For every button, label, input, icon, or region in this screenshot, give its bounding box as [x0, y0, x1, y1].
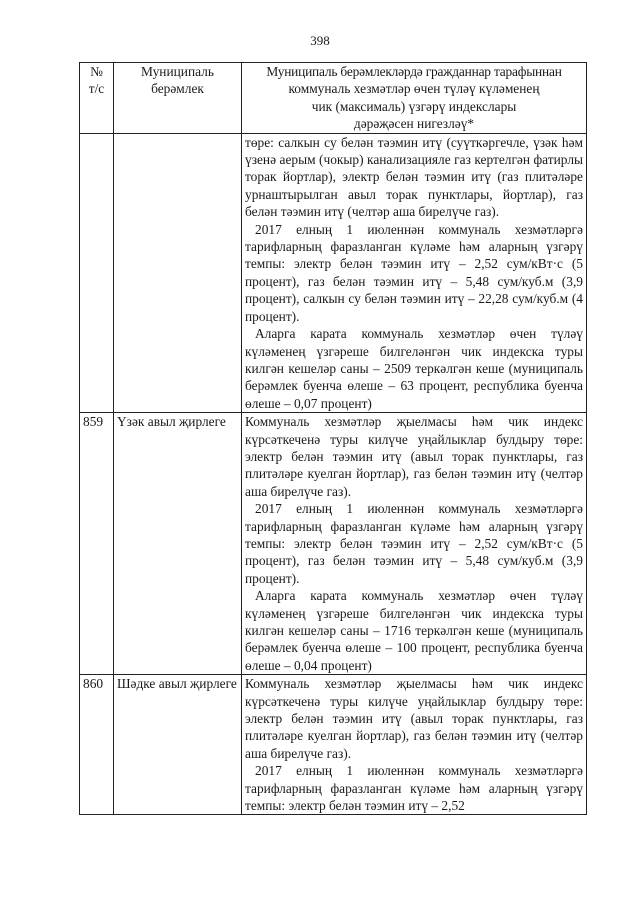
- basis-paragraph: 2017 елның 1 июленнән коммуналь хезмәтләргә тарифларның фаразланган күләме һәм аларның үзгәрү темпы: электр белән тәэмин итү – 2,52: [245, 763, 583, 814]
- row-basis: [242, 133, 587, 413]
- row-basis: [242, 413, 587, 675]
- table-row: [80, 675, 587, 815]
- header-municipality-line: берәмлек: [151, 81, 204, 97]
- basis-paragraph: Коммуналь хезмәтләр җыелмасы һәм чик индекс күрсәткеченә туры килүче уңайлыклар булдыру төре: электр белән тәэмин итү (авыл торак пунктлары, газ плитәләре куелган йортлар), газ белән тәэмин итү (челтәр аша бирелүче газ).: [245, 414, 583, 499]
- header-municipality: [114, 63, 242, 134]
- row-basis: [242, 675, 587, 815]
- header-basis-line: коммуналь хезмәтләр өчен түләү күләменең: [288, 81, 540, 97]
- table-header-row: [80, 63, 587, 134]
- header-basis: [242, 63, 587, 134]
- header-basis-line: Муниципаль берәмлекләрдә гражданнар тарафыннан: [266, 64, 562, 79]
- basis-paragraph: Коммуналь хезмәтләр җыелмасы һәм чик индекс күрсәткеченә туры килүче уңайлыклар булдыру төре: электр белән тәэмин итү (авыл торак пунктлары, газ плитәләре куелган йортлар), газ белән тәэмин итү (челтәр аша бирелүче газ).: [245, 676, 583, 761]
- row-number: [80, 133, 114, 413]
- header-municipality-line: Муниципаль: [141, 64, 214, 79]
- header-basis-line: чик (максималь) үзгәрү индекслары: [311, 98, 517, 114]
- row-municipality: Шәдке авыл җирлеге: [114, 675, 242, 815]
- basis-paragraph: 2017 елның 1 июленнән коммуналь хезмәтләргә тарифларның фаразланган күләме һәм аларның үзгәрү темпы: электр белән тәэмин итү – 2,52 сум/кВт·с (5 процент), газ белән тәэмин итү – 5,48 сум/куб.м (3,9 процент).: [245, 501, 583, 586]
- basis-paragraph: 2017 елның 1 июленнән коммуналь хезмәтләргә тарифларның фаразланган күләме һәм аларның үзгәрү темпы: электр белән тәэмин итү – 2,52 сум/кВт·с (5 процент), газ белән тәэмин итү – 5,48 сум/куб.м (3,9 процент), салкын су белән тәэмин итү – 22,28 сум/куб.м (4 процент).: [245, 221, 583, 324]
- header-number: [80, 63, 114, 134]
- row-number: 859: [80, 413, 114, 675]
- header-number-line: т/с: [88, 81, 105, 97]
- row-municipality: Үзәк авыл җирлеге: [114, 413, 242, 675]
- basis-paragraph: төре: салкын су белән тәэмин итү (суүткәргечле, үзәк һәм үзенә аерым (чокыр) канализацияле газ кертелгән фатирлы торак йортлар), электр белән тәэмин итү (газ плитәләре урнаштырылган авыл торак пунктлары, йортлар), газ белән тәэмин итү (челтәр аша бирелүче газ).: [245, 134, 583, 220]
- tariff-index-table: [79, 62, 587, 815]
- table-row: [80, 413, 587, 675]
- basis-paragraph: Аларга карата коммуналь хезмәтләр өчен түләү күләменең үзгәреше билгеләнгән чик индекска туры килгән кешеләр саны – 1716 теркәлгән кеше (муниципаль берәмлек буенча өлеше – 100 процент, республика буенча өлеше – 0,04 процент): [245, 588, 583, 673]
- header-basis-line: дәрәҗәсен нигезләү*: [353, 116, 475, 132]
- page-number: 398: [310, 33, 330, 48]
- header-number-line: №: [90, 64, 103, 79]
- row-number: 860: [80, 675, 114, 815]
- table-row: [80, 133, 587, 413]
- basis-paragraph: Аларга карата коммуналь хезмәтләр өчен түләү күләменең үзгәреше билгеләнгән чик индекска туры килгән кешеләр саны – 2509 теркәлгән кеше (муниципаль берәмлек буенча өлеше – 63 процент, республика буенча өлеше – 0,07 процент): [245, 326, 583, 411]
- row-municipality: [114, 133, 242, 413]
